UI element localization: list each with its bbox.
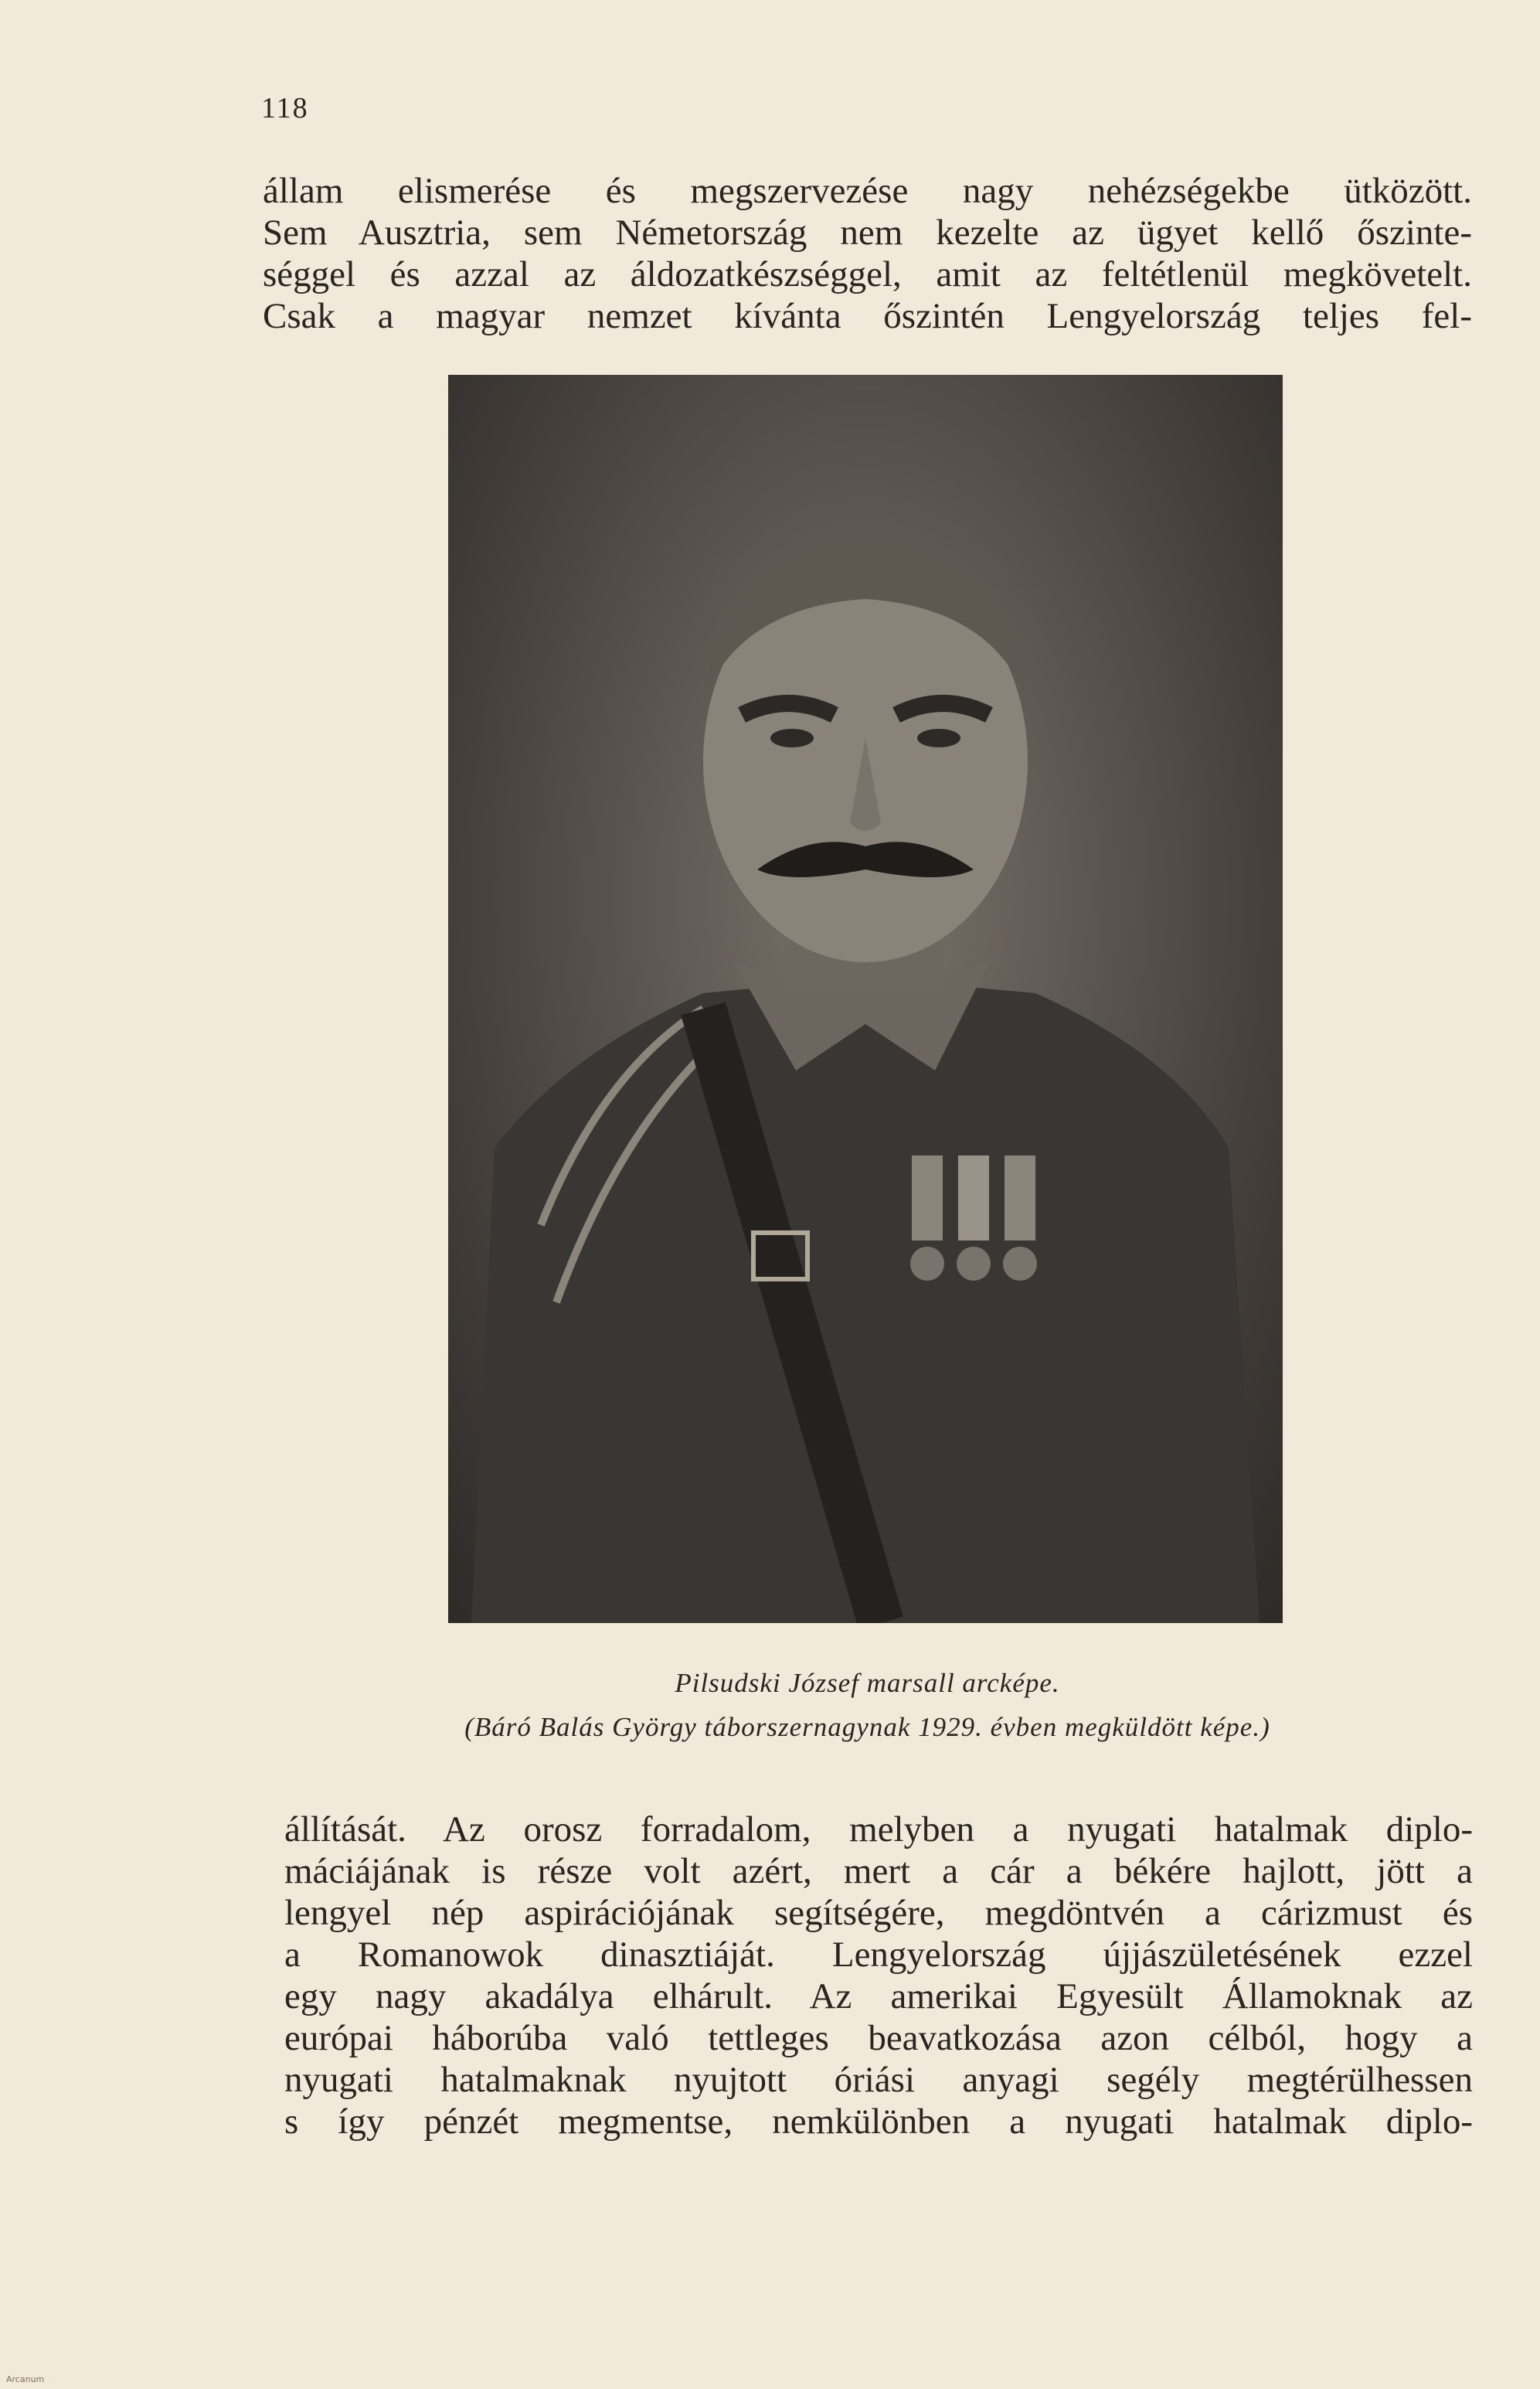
medal-ribbon: [912, 1155, 943, 1240]
text-line: egy nagy akadálya elhárult. Az amerikai Egyesült Államoknak az: [284, 1976, 1473, 2016]
medal-ribbon: [1005, 1155, 1035, 1240]
paragraph-bottom: [284, 1809, 1473, 2142]
text-line: s így pénzét megmentse, nemkülönben a nyugati hatalmak diplo-: [284, 2101, 1473, 2142]
text-line: séggel és azzal az áldozatkészséggel, amit az feltétlenül megkövetelt.: [263, 254, 1472, 294]
portrait-illustration: [448, 375, 1283, 1623]
eye-right: [917, 729, 960, 747]
text-line: állítását. Az orosz forradalom, melyben a nyugati hatalmak diplo-: [284, 1809, 1473, 1850]
medal: [910, 1247, 944, 1281]
text-line: a Romanowok dinasztiáját. Lengyelország újjászületésének ezzel: [284, 1935, 1473, 1975]
text-line: Sem Ausztria, sem Németország nem kezelte az ügyet kellő őszinte-: [263, 213, 1472, 253]
page-number: 118: [261, 92, 309, 124]
medal: [957, 1247, 991, 1281]
text-line: nyugati hatalmaknak nyujtott óriási anyagi segély megtérülhessen: [284, 2060, 1473, 2100]
text-line: állam elismerése és megszervezése nagy nehézségekbe ütközött.: [263, 171, 1472, 211]
photo-caption-source: (Báró Balás György táborszernagynak 1929. évben megküldött képe.): [464, 1712, 1270, 1742]
photo-caption-title: Pilsudski József marsall arcképe.: [675, 1668, 1060, 1698]
paragraph-top: [263, 170, 1472, 337]
text-line: máciájának is része volt azért, mert a cár a békére hajlott, jött a: [284, 1851, 1473, 1891]
portrait-photo: [448, 375, 1283, 1623]
eye-left: [770, 729, 814, 747]
text-line: lengyel nép aspirációjának segítségére, megdöntvén a cárizmust és: [284, 1893, 1473, 1933]
text-line: Csak a magyar nemzet kívánta őszintén Lengyelország teljes fel-: [263, 296, 1472, 336]
medal: [1003, 1247, 1037, 1281]
text-line: európai háborúba való tettleges beavatkozása azon célból, hogy a: [284, 2018, 1473, 2058]
medal-ribbon: [958, 1155, 989, 1240]
watermark: Arcanum: [6, 2374, 45, 2384]
